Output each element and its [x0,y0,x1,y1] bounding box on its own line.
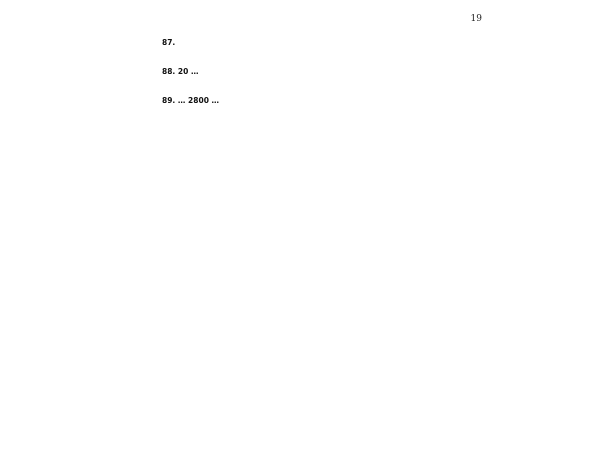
heading-number: 89. [162,96,176,105]
heading-title: 20 … [177,67,199,76]
heading-87 [162,38,462,48]
page-number: 19 [470,14,482,24]
paragraph-89 [162,109,462,119]
paragraph-87 [162,51,462,61]
paragraph-88 [162,80,462,90]
heading-number: 87. [162,38,176,47]
heading-88 [162,67,462,77]
heading-89 [162,96,462,106]
heading-number: 88. [162,67,176,76]
text-column [162,22,462,434]
heading-title: … 2800 … [177,96,220,105]
paragraph-intro [162,22,462,32]
